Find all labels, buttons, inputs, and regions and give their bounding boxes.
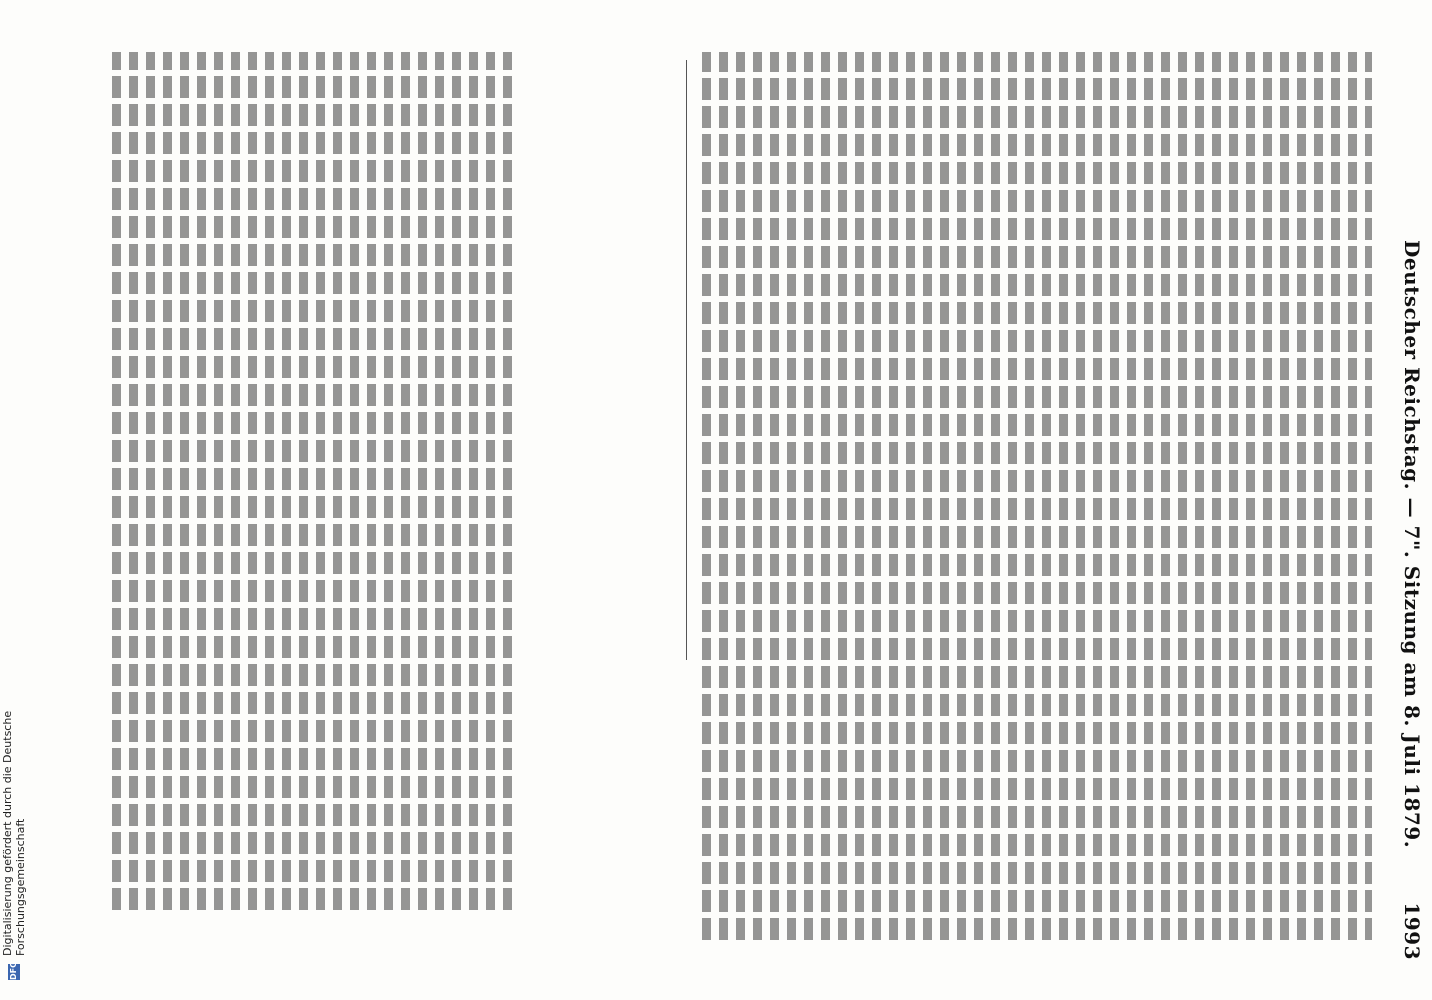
column-divider — [686, 60, 687, 660]
dfg-logo: DFG — [9, 961, 18, 980]
column-text-block — [698, 52, 1372, 940]
digitization-footer — [0, 0, 28, 1000]
page-number: 1993 — [1400, 902, 1424, 960]
left-text-column — [100, 40, 680, 970]
running-header — [1392, 40, 1432, 970]
footer-credit: Digitalisierung gefördert durch die Deutsche Forschungsgemeinschaft — [1, 710, 27, 956]
page-title: Deutscher Reichstag. — 7". Sitzung am 8. Juli 1879. — [1400, 240, 1424, 849]
column-text-block — [108, 52, 520, 910]
right-text-column — [690, 40, 1380, 970]
